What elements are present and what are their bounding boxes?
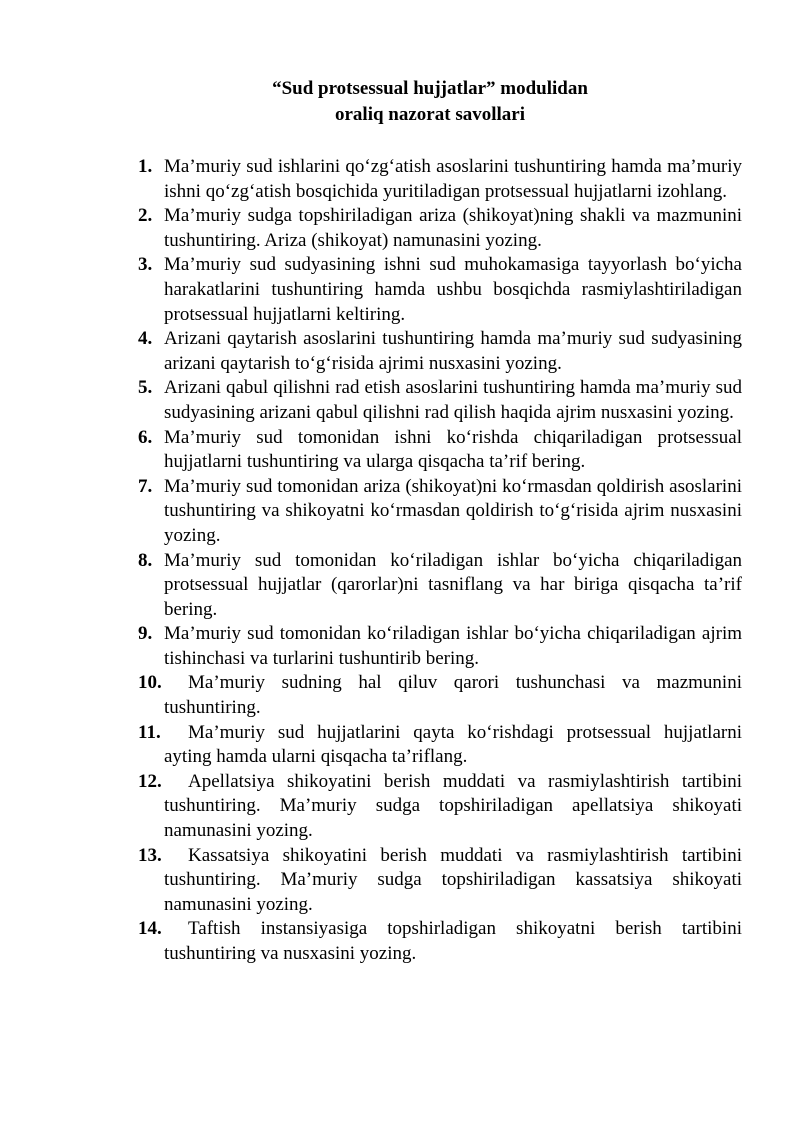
question-item xyxy=(138,327,742,376)
question-text: Ma’muriy sud sudyasining ishni sud muhokamasiga tayyorlash bo‘yicha harakatlarini tushuntiring hamda ushbu bosqichda rasmiylashtiriladigan protsessual hujjatlarni keltiring. xyxy=(164,254,742,325)
question-number: 1. xyxy=(138,156,153,177)
question-text: Ma’muriy sud hujjatlarini qayta ko‘rishdagi protsessual hujjatlarni ayting hamda ularni qisqacha ta’riflang. xyxy=(164,721,742,768)
document-subtitle: oraliq nazorat savollari xyxy=(335,104,525,125)
question-number: 13. xyxy=(138,844,162,866)
question-number: 7. xyxy=(138,475,153,497)
question-number: 4. xyxy=(138,328,153,350)
question-item xyxy=(138,721,742,770)
question-item xyxy=(138,917,742,966)
question-item xyxy=(138,204,742,253)
question-item xyxy=(138,622,742,671)
question-text: Ma’muriy sudning hal qiluv qarori tushunchasi va mazmunini tushuntiring. xyxy=(164,672,742,719)
question-number: 11. xyxy=(138,721,161,743)
question-text: Arizani qaytarish asoslarini tushuntiring hamda ma’muriy sud sudyasining arizani qaytarish to‘g‘risida ajrimi nusxasini yozing. xyxy=(164,328,742,374)
question-item xyxy=(138,253,742,327)
question-number: 14. xyxy=(138,918,162,940)
question-number: 5. xyxy=(138,377,153,399)
question-text: Ma’muriy sud tomonidan ishni ko‘rishda chiqariladigan protsessual hujjatlarni tushuntiring va ularga qisqacha ta’rif bering. xyxy=(164,426,742,473)
question-item xyxy=(138,671,742,720)
question-text: Ma’muriy sud tomonidan ko‘riladigan ishlar bo‘yicha chiqariladigan ajrim tishinchasi va turlarini tushuntirib bering. xyxy=(164,623,742,669)
question-text: Apellatsiya shikoyatini berish muddati va rasmiylashtirish tartibini tushuntiring. Ma’muriy sudga topshiriladigan apellatsiya shikoyati namunasini yozing. xyxy=(164,770,742,842)
question-number: 8. xyxy=(138,549,153,571)
question-item xyxy=(138,155,742,204)
question-item xyxy=(138,475,742,549)
question-number: 2. xyxy=(138,205,153,227)
question-text: Ma’muriy sud tomonidan ariza (shikoyat)ni ko‘rmasdan qoldirish asoslarini tushuntiring va shikoyatni ko‘rmasdan qoldirish to‘g‘risida ajrim nusxasini yozing. xyxy=(164,475,742,546)
question-number: 6. xyxy=(138,426,153,448)
question-text: Taftish instansiyasiga topshirladigan shikoyatni berish tartibini tushuntiring va nusxasini yozing. xyxy=(164,918,742,964)
question-number: 10. xyxy=(138,672,162,694)
questions-list xyxy=(138,155,742,967)
question-text: Ma’muriy sud ishlarini qo‘zg‘atish asoslarini tushuntiring hamda ma’muriy ishni qo‘zg‘atish bosqichida yuritiladigan protsessual hujjatlarni izohlang. xyxy=(164,156,742,202)
question-text: Ma’muriy sudga topshiriladigan ariza (shikoyat)ning shakli va mazmunini tushuntiring. Ariza (shikoyat) namunasini yozing. xyxy=(164,205,742,251)
question-item xyxy=(138,549,742,623)
document-title: “Sud protsessual hujjatlar” modulidan xyxy=(272,78,588,99)
question-text: Ma’muriy sud tomonidan ko‘riladigan ishlar bo‘yicha chiqariladigan protsessual hujjatlar (qarorlar)ni tasniflang va har biriga qisqacha ta’rif bering. xyxy=(164,549,742,620)
question-text: Arizani qabul qilishni rad etish asoslarini tushuntiring hamda ma’muriy sud sudyasining arizani qabul qilishni rad qilish haqida ajrim nusxasini yozing. xyxy=(164,377,742,423)
question-number: 3. xyxy=(138,254,153,276)
question-text: Kassatsiya shikoyatini berish muddati va rasmiylashtirish tartibini tushuntiring. Ma’muriy sudga topshiriladigan kassatsiya shikoyati namunasini yozing. xyxy=(164,844,742,915)
question-number: 9. xyxy=(138,623,153,645)
question-item xyxy=(138,376,742,425)
question-item xyxy=(138,844,742,918)
question-number: 12. xyxy=(138,770,162,792)
question-item xyxy=(138,770,742,844)
question-item xyxy=(138,426,742,475)
